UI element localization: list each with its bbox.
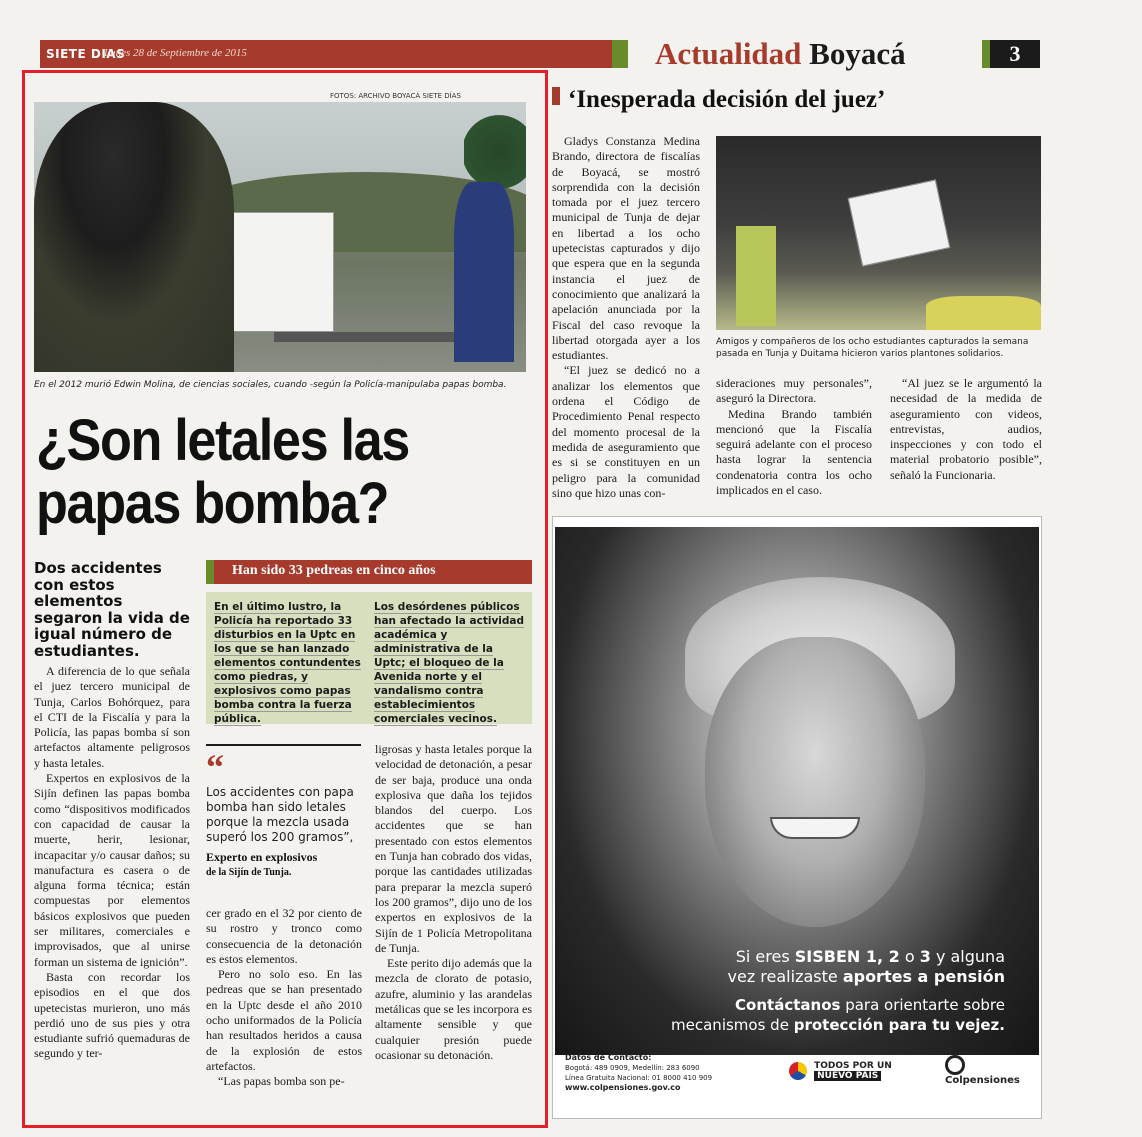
sidebar-box xyxy=(206,592,532,724)
main-photo-caption: En el 2012 murió Edwin Molina, de ciencias sociales, cuando -según la Policía-manipulaba papas bomba. xyxy=(34,380,507,390)
pull-quote: Los accidentes con papa bomba han sido letales porque la mezcla usada superó los 200 gramos”, xyxy=(206,785,354,844)
issue-date: Lunes 28 de Septiembre de 2015 xyxy=(104,47,247,59)
sidebar-box-col-2: Los desórdenes públicos han afectado la actividad académica y administrativa de la Uptc; el bloqueo de la Avenida norte y el vandalismo contra establecimientos comerciales vecinos. xyxy=(374,601,525,725)
right-column-c xyxy=(890,376,1042,483)
section-title xyxy=(655,36,906,72)
photo-credit: FOTOS: ARCHIVO BOYACÁ SIETE DÍAS xyxy=(330,92,461,100)
paragraph: Pero no solo eso. En las pedreas que se han presentado en la Uptc desde el año 2010 ocho uniformados de la Policía han resultados heridos a causa de la explosión de estos artefactos. xyxy=(206,967,362,1073)
paragraph: Expertos en explosivos de la Sijín definen las papas bomba como “dispositivos modificados con capacidad de causar la muerte, herir, lesionar, incapacitar y/o causar daños; su manufactura es casera o de alguna forma técnica; están compuestas por elementos básicos explosivos que pueden ser militares, comerciales e improvisados, que al unirse forman un sistema de ignición”. xyxy=(34,771,190,969)
todos-por-un-nuevo-pais-logo: TODOS POR UN NUEVO PAÍS xyxy=(789,1061,892,1081)
header-bar xyxy=(40,40,628,68)
article-column-2 xyxy=(206,906,362,1090)
ad-photo xyxy=(555,527,1039,1055)
paragraph: “Al juez se le argumentó la necesidad de la medida de aseguramiento con videos, entrevistas, audios, inspecciones y con todo el material probatorio posible”, señaló la Funcionaria. xyxy=(890,376,1042,482)
deck: Dos accidentes con estos elementos segaron la vida de igual número de estudiantes. xyxy=(34,559,190,660)
section-title-b: Boyacá xyxy=(809,36,906,71)
right-column-a xyxy=(552,134,700,501)
pull-quote-attribution: Experto en explosivos de la Sijín de Tunja. xyxy=(206,850,318,878)
paragraph: Medina Brando también mencionó que la Fiscalía seguirá adelante con el proceso hasta lograr la sentencia condenatoria contra los ocho implicados en el caso. xyxy=(716,406,872,498)
colpensiones-icon xyxy=(945,1055,965,1075)
paragraph: A diferencia de lo que señala el juez tercero municipal de Tunja, Carlos Bohórquez, para el CTI de la Fiscalía y para la Policía, las papas bomba sí son artefactos altamente peligrosos y hasta letales. xyxy=(34,664,190,770)
right-article-title: ‘Inesperada decisión del juez’ xyxy=(552,86,1032,114)
sidebar-box-col-1: En el último lustro, la Policía ha reportado 33 disturbios en la Uptc en los que se han lanzado elementos contundentes como piedras, y explosivos como papas bomba contra la fuerza pública. xyxy=(214,601,361,725)
main-photo xyxy=(34,102,526,372)
article-column-3 xyxy=(375,742,532,1063)
quote-rule xyxy=(206,744,361,746)
section-label: SIETE DIAS xyxy=(46,47,126,61)
paragraph: Gladys Constanza Medina Brando, directora de fiscalías de Boyacá, se mostró sorprendida con la decisión tomada por el juez tercero municipal de Tunja de dejar en libertad a los ocho upetecistas capturados y dijo que espera que en la segunda instancia el juez de conocimiento que analizará la apelación anunciada por la Fiscal del caso revoque la libertad otorgada ayer a los estudiantes. xyxy=(552,134,700,363)
right-column-b xyxy=(716,376,872,498)
flag-icon xyxy=(789,1062,807,1080)
paragraph: cer grado en el 32 por ciento de su rostro y tronco como consecuencia de la detonación es estos elementos. xyxy=(206,906,362,966)
headline: ¿Son letales las papas bomba? xyxy=(36,408,409,536)
ad-subline: Contáctanos para orientarte sobre mecanismos de protección para tu vejez. xyxy=(671,996,1005,1034)
page-number: 3 xyxy=(982,40,1040,68)
header-accent xyxy=(612,40,628,68)
paragraph: “Las papas bomba son pe- xyxy=(218,1074,345,1089)
paragraph: sideraciones muy personales”, aseguró la Directora. xyxy=(716,376,872,406)
ad-url[interactable]: www.colpensiones.gov.co xyxy=(565,1083,681,1092)
paragraph: “El juez se dedicó no a analizar los elementos que ordena el Código de Procedimiento Penal respecto del momento procesal de la medida de aseguramiento que es si se constituyen en un peligro para la comunidad sino que hizo unas con- xyxy=(552,363,700,500)
ad-headline: Si eres SISBEN 1, 2 o 3 y alguna vez realizaste aportes a pensión xyxy=(727,947,1005,986)
paragraph: Este perito dijo además que la mezcla de clorato de potasio, azufre, aluminio y las arandelas metálicas que se les incorpora es altamente sensible y que cualquier presión puede ocasionar su detonación. xyxy=(375,956,532,1062)
protest-photo xyxy=(716,136,1041,330)
article-column-1 xyxy=(34,664,190,1062)
protest-photo-caption: Amigos y compañeros de los ocho estudiantes capturados la semana pasada en Tunja y Duitama hicieron varios plantones solidarios. xyxy=(716,337,1029,359)
section-title-a: Actualidad xyxy=(655,36,802,71)
paragraph: Basta con recordar los episodios en el que dos upetecistas murieron, uno más perdió uno de sus pies y otra estudiante sufrió quemaduras de segundo y ter- xyxy=(34,969,190,1061)
quote-mark: “ xyxy=(206,747,224,787)
sidebar-box-title: Han sido 33 pedreas en cinco años xyxy=(206,560,532,584)
ad-contact: Datos de Contacto: Bogotá: 489 0909, Medellín: 283 6090 Línea Gratuita Nacional: 01 8000 410 909 www.colpensiones.gov.co xyxy=(565,1053,713,1092)
colpensiones-ad xyxy=(552,516,1042,1119)
paragraph: ligrosas y hasta letales porque la velocidad de detonación, a pesar de ser baja, produce una onda explosiva que daña los tejidos blandos del cuerpo. Los accidentes que se han presentado con estos elementos en Tunja han cobrado dos vidas, porque las cantidades utilizadas para preparar la mezcla superó los 200 gramos”, dijo uno de los expertos en explosivos de la Sijín de 1 Policía Metropolitana de Tunja. xyxy=(375,742,532,955)
colpensiones-logo: Colpensiones xyxy=(945,1055,1041,1086)
